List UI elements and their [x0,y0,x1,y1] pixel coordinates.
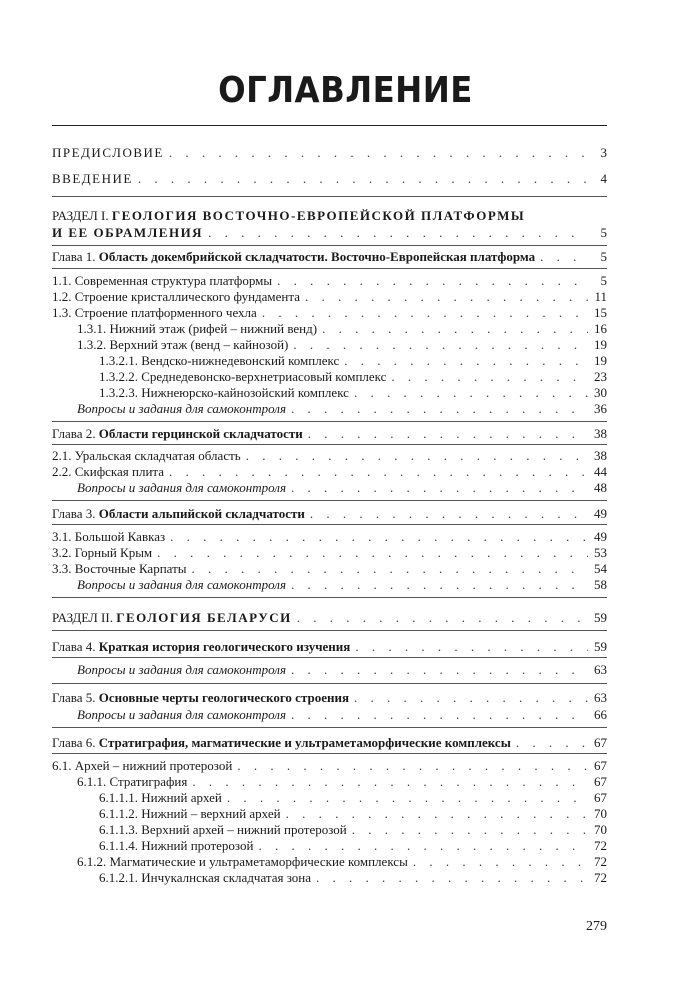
dot-leader [169,144,588,161]
toc-entry-questions[interactable] [77,400,607,417]
dot-leader [157,544,588,561]
toc-entry-label: 1.3. Строение платформенного чехла [52,305,257,320]
toc-entry-label: 1.1. Современная структура платформы [52,273,273,288]
dot-leader [170,528,588,545]
section-divider [52,683,607,684]
chapter-heading [52,689,349,706]
chapter-prefix: Глава 2. [52,426,96,441]
toc-entry-label: 1.2. Строение кристаллического фундамента [52,289,300,304]
dot-leader [291,576,588,593]
toc-entry-label: 6.1.2. Магматические и ультраметаморфические комплексы [77,854,408,869]
toc-entry-label: Вопросы и задания для самоконтроля [77,577,286,592]
toc-entry-page: 44 [594,464,607,479]
chapter-prefix: Глава 1. [52,249,96,264]
toc-entry-label: Вопросы и задания для самоконтроля [77,480,286,495]
toc-chapter-6[interactable] [52,734,607,751]
dot-leader [227,789,588,806]
section-divider [52,524,607,525]
section-title: ГЕОЛОГИЯ БЕЛАРУСИ [116,610,292,625]
dot-leader [192,560,588,577]
toc-chapter-2[interactable] [52,425,607,442]
toc-entry-page: 53 [594,545,607,560]
toc-entry[interactable] [99,368,607,385]
toc-entry-page: 67 [594,735,607,750]
toc-entry-page: 49 [594,506,607,521]
toc-entry-page: 5 [600,273,607,288]
chapter-title: Стратиграфия, магматические и ультраметаморфические комплексы [98,735,511,750]
toc-entry[interactable] [52,272,607,289]
toc-entry-label: 6.1.1.3. Верхний архей – нижний протерозой [99,822,347,837]
toc-entry-label: 6.1.1.4. Нижний протерозой [99,838,254,853]
section-1-heading[interactable] [52,207,525,224]
toc-entry-page: 66 [594,707,607,722]
page-number: 279 [586,919,607,934]
chapter-heading [52,248,535,265]
dot-leader [258,837,588,854]
toc-entry-questions[interactable] [77,706,607,723]
section-divider [52,597,607,598]
chapter-title: Основные черты геологического строения [98,690,349,705]
toc-entry[interactable] [52,560,607,577]
toc-entry-page: 23 [594,369,607,384]
toc-entry-label: 6.1. Архей – нижний протерозой [52,758,233,773]
dot-leader [540,248,588,265]
dot-leader [262,304,588,321]
toc-entry-label: 1.3.2.1. Вендско-нижнедевонский комплекс [99,353,340,368]
toc-entry[interactable] [52,757,607,774]
toc-entry[interactable] [77,336,607,353]
chapter-heading [52,425,303,442]
toc-chapter-1[interactable] [52,248,607,265]
toc-entry-intro[interactable] [52,170,607,187]
toc-chapter-3[interactable] [52,505,607,522]
section-prefix: РАЗДЕЛ II. [52,610,113,625]
toc-entry-page: 59 [594,639,607,654]
toc-entry-label: Вопросы и задания для самоконтроля [77,401,286,416]
toc-entry-page: 3 [600,145,607,160]
toc-entry[interactable] [52,447,607,464]
chapter-heading [52,734,511,751]
toc-entry-page: 67 [594,774,607,789]
dot-leader [413,853,588,870]
toc-entry-label: 1.3.2.3. Нижнеюрско-кайнозойский комплекс [99,385,349,400]
toc-entry-page: 72 [594,838,607,853]
chapter-title: Области герцинской складчатости [98,426,303,441]
toc-entry[interactable] [77,320,607,337]
toc-entry-page: 48 [594,480,607,495]
toc-entry-page: 58 [594,577,607,592]
toc-entry[interactable] [52,544,607,561]
title-rule [52,125,607,126]
section-divider [52,630,607,631]
dot-leader [316,869,588,886]
chapter-heading [52,505,305,522]
toc-entry-label: 3.3. Восточные Карпаты [52,561,187,576]
toc-entry[interactable] [52,304,607,321]
toc-entry-page: 72 [594,870,607,885]
section-divider [52,268,607,269]
dot-leader [192,773,588,790]
toc-entry-page: 67 [594,758,607,773]
dot-leader [308,425,588,442]
toc-entry-page: 4 [600,171,607,186]
section-title: ГЕОЛОГИЯ ВОСТОЧНО-ЕВРОПЕЙСКОЙ ПЛАТФОРМЫ [111,208,526,223]
toc-entry-page: 67 [594,790,607,805]
dot-leader [355,638,588,655]
section-divider [52,245,607,246]
toc-entry[interactable] [99,789,607,806]
section-divider [52,657,607,658]
dot-leader [237,757,588,774]
toc-entry-page: 72 [594,854,607,869]
dot-leader [291,706,588,723]
dot-leader [291,479,588,496]
dot-leader [277,272,588,289]
toc-entry[interactable] [99,352,607,369]
toc-entry-label: 1.3.1. Нижний этаж (рифей – нижний венд) [77,321,318,336]
section-divider [52,196,607,197]
toc-entry-page: 49 [594,529,607,544]
toc-entry-questions[interactable] [77,661,607,678]
chapter-prefix: Глава 3. [52,506,96,521]
section-divider [52,444,607,445]
toc-entry-page: 15 [594,305,607,320]
toc-entry[interactable] [99,384,607,401]
toc-entry-label: 6.1.1.2. Нижний – верхний архей [99,806,281,821]
dot-leader [516,734,588,751]
toc-entry-label: 2.2. Скифская плита [52,464,165,479]
section-heading [52,609,292,626]
toc-entry-section-2[interactable] [52,609,607,626]
toc-entry-label: 1.3.2. Верхний этаж (венд – кайнозой) [77,337,289,352]
toc-entry-label: ВВЕДЕНИЕ [52,171,133,186]
dot-leader [344,352,588,369]
toc-entry-label: Вопросы и задания для самоконтроля [77,707,286,722]
dot-leader [138,170,588,187]
dot-leader [305,288,588,305]
dot-leader [297,609,588,626]
toc-entry-page: 70 [594,806,607,821]
toc-entry[interactable] [99,821,607,838]
toc-chapter-5[interactable] [52,689,607,706]
toc-entry[interactable] [77,773,607,790]
toc-entry-page: 59 [594,610,607,625]
toc-entry[interactable] [52,288,607,305]
toc-entry-page: 36 [594,401,607,416]
toc-entry-preface[interactable] [52,144,607,161]
toc-entry-label: 2.1. Уральская складчатая область [52,448,241,463]
dot-leader [354,384,588,401]
toc-entry-label: 6.1.1. Стратиграфия [77,774,188,789]
toc-entry-label: 6.1.2.1. Инчукалнская складчатая зона [99,870,312,885]
chapter-prefix: Глава 4. [52,639,96,654]
chapter-title: Краткая история геологического изучения [98,639,351,654]
toc-entry-label: Вопросы и задания для самоконтроля [77,662,286,677]
toc-chapter-4[interactable] [52,638,607,655]
toc-entry-page: 30 [594,385,607,400]
dot-leader [391,368,588,385]
toc-entry[interactable] [99,869,607,886]
dot-leader [246,447,588,464]
toc-entry-label: 1.3.2.2. Среднедевонско-верхнетриасовый комплекс [99,369,387,384]
toc-entry-page: 38 [594,448,607,463]
toc-entry-page: 5 [600,249,607,264]
dot-leader [310,505,588,522]
toc-entry-page: 16 [594,321,607,336]
toc-entry-label: 3.1. Большой Кавказ [52,529,166,544]
dot-leader [169,463,588,480]
dot-leader [293,336,588,353]
page-title: ОГЛАВЛЕНИЕ [218,70,473,111]
dot-leader [291,661,588,678]
toc-entry-page: 63 [594,690,607,705]
toc-entry-page: 63 [594,662,607,677]
dot-leader [322,320,588,337]
toc-entry-questions[interactable] [77,479,607,496]
chapter-prefix: Глава 6. [52,735,96,750]
section-prefix: РАЗДЕЛ I. [52,208,109,223]
toc-entry-page: 11 [594,289,607,304]
toc-entry-page: 70 [594,822,607,837]
toc-entry[interactable] [52,463,607,480]
toc-entry-label: 3.2. Горный Крым [52,545,153,560]
toc-entry-label: ПРЕДИСЛОВИЕ [52,145,164,160]
toc-entry[interactable] [99,837,607,854]
dot-leader [291,400,588,417]
dot-leader [354,689,588,706]
toc-entry[interactable] [99,805,607,822]
chapter-title: Область докембрийской складчатости. Восточно-Европейская платформа [98,249,536,264]
toc-entry[interactable] [77,853,607,870]
section-title-line2: И ЕЕ ОБРАМЛЕНИЯ [52,225,204,240]
toc-entry-page: 5 [600,225,607,240]
dot-leader [352,821,588,838]
section-divider [52,500,607,501]
toc-entry-questions[interactable] [77,576,607,593]
toc-entry-page: 19 [594,337,607,352]
toc-entry-page: 54 [594,561,607,576]
chapter-title: Области альпийской складчатости [98,506,305,521]
toc-entry-label: 6.1.1.1. Нижний архей [99,790,222,805]
toc-entry-page: 19 [594,353,607,368]
chapter-heading [52,638,350,655]
section-divider [52,421,607,422]
chapter-prefix: Глава 5. [52,690,96,705]
toc-entry-section-1[interactable] [52,224,607,241]
toc-entry[interactable] [52,528,607,545]
section-divider [52,727,607,728]
dot-leader [286,805,588,822]
dot-leader [208,224,588,241]
toc-entry-page: 38 [594,426,607,441]
section-divider [52,753,607,754]
